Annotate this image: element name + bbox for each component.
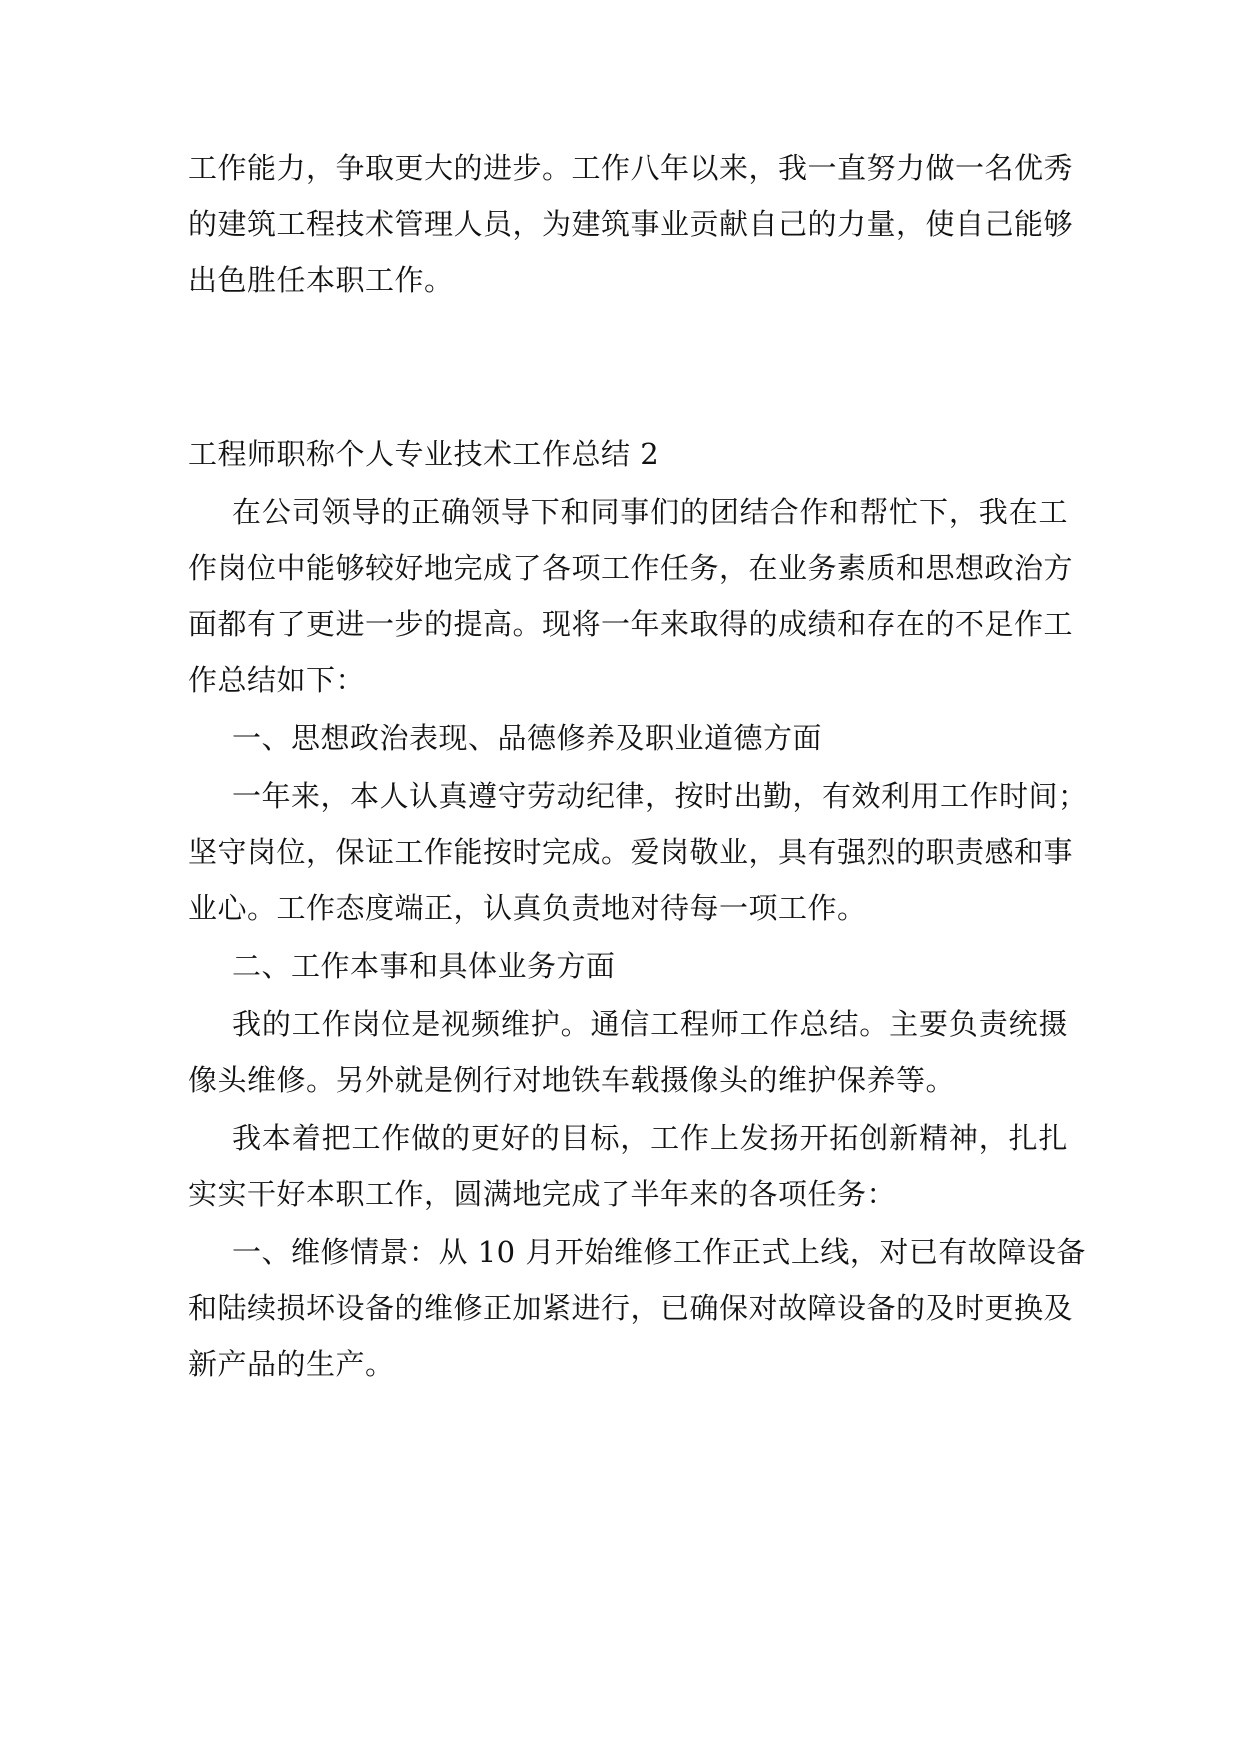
para2-line-2: 坚守岗位，保证工作能按时完成。爱岗敬业，具有强烈的职责感和事: [188, 835, 1074, 869]
para3-line-2: 像头维修。另外就是例行对地铁车载摄像头的维护保养等。: [188, 1063, 956, 1097]
para1-line-3: 面都有了更进一步的提高。现将一年来取得的成绩和存在的不足作工: [188, 607, 1074, 641]
para5-line-1: 一、维修情景：从 10 月开始维修工作正式上线，对已有故障设备: [232, 1235, 1086, 1269]
intro-line-2: 的建筑工程技术管理人员，为建筑事业贡献自己的力量，使自己能够: [188, 207, 1074, 241]
heading-2: 二、工作本事和具体业务方面: [232, 949, 616, 983]
intro-line-1: 工作能力，争取更大的进步。工作八年以来，我一直努力做一名优秀: [188, 151, 1074, 185]
intro-line-3: 出色胜任本职工作。: [188, 263, 454, 297]
para5-line-2: 和陆续损坏设备的维修正加紧进行，已确保对故障设备的及时更换及: [188, 1291, 1074, 1325]
para3-line-1: 我的工作岗位是视频维护。通信工程师工作总结。主要负责统摄: [232, 1007, 1068, 1041]
section-title: 工程师职称个人专业技术工作总结 2: [188, 437, 660, 471]
para1-line-1: 在公司领导的正确领导下和同事们的团结合作和帮忙下，我在工: [232, 495, 1068, 529]
para2-line-1: 一年来，本人认真遵守劳动纪律，按时出勤，有效利用工作时间；: [232, 779, 1088, 813]
para1-line-2: 作岗位中能够较好地完成了各项工作任务，在业务素质和思想政治方: [188, 551, 1074, 585]
para1-line-4: 作总结如下：: [188, 663, 366, 697]
para2-line-3: 业心。工作态度端正，认真负责地对待每一项工作。: [188, 891, 867, 925]
para4-line-2: 实实干好本职工作，圆满地完成了半年来的各项任务：: [188, 1177, 897, 1211]
para4-line-1: 我本着把工作做的更好的目标，工作上发扬开拓创新精神，扎扎: [232, 1121, 1068, 1155]
para5-line-3: 新产品的生产。: [188, 1347, 395, 1381]
heading-1: 一、思想政治表现、品德修养及职业道德方面: [232, 721, 823, 755]
